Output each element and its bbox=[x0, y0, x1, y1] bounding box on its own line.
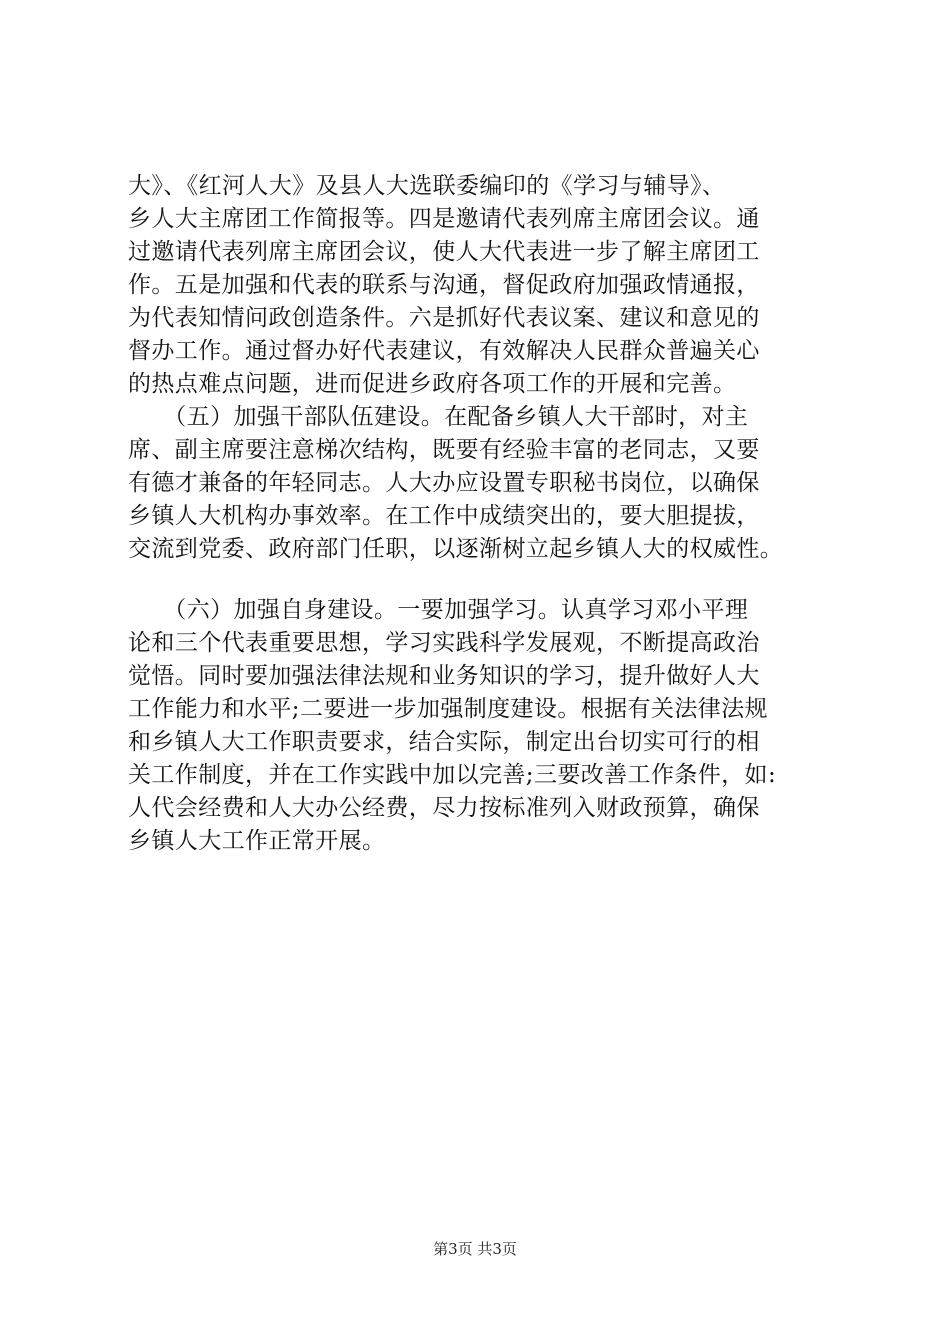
text-line: 大》、《红河人大》及县人大选联委编印的《学习与辅导》、 bbox=[128, 173, 726, 199]
text-line: 交流到党委、政府部门任职，以逐渐树立起乡镇人大的权威性。 bbox=[128, 536, 784, 562]
text-line: 觉悟。同时要加强法律法规和业务知识的学习，提升做好人大 bbox=[128, 663, 760, 689]
text-line: 为代表知情问政创造条件。六是抓好代表议案、建议和意见的 bbox=[128, 305, 760, 331]
text-line: 席、副主席要注意梯次结构，既要有经验丰富的老同志，又要 bbox=[128, 437, 760, 463]
text-line: 关工作制度，并在工作实践中加以完善;三要改善工作条件，如: bbox=[128, 762, 777, 788]
text-line: 和乡镇人大工作职责要求，结合实际，制定出台切实可行的相 bbox=[128, 729, 760, 755]
text-line: 人代会经费和人大办公经费，尽力按标准列入财政预算，确保 bbox=[128, 795, 760, 821]
text-line: 过邀请代表列席主席团会议，使人大代表进一步了解主席团工 bbox=[128, 239, 760, 265]
text-line: （六）加强自身建设。一要加强学习。认真学习邓小平理 bbox=[128, 597, 749, 623]
page-number: 第3页 共3页 bbox=[433, 1240, 517, 1258]
text-line: 论和三个代表重要思想，学习实践科学发展观，不断提高政治 bbox=[128, 630, 760, 656]
text-line: 乡人大主席团工作简报等。四是邀请代表列席主席团会议。通 bbox=[128, 206, 760, 232]
text-line: 的热点难点问题，进而促进乡政府各项工作的开展和完善。 bbox=[128, 371, 737, 397]
text-line: 工作能力和水平;二要进一步加强制度建设。根据有关法律法规 bbox=[128, 696, 768, 722]
text-line: （五）加强干部队伍建设。在配备乡镇人大干部时，对主 bbox=[128, 404, 749, 430]
text-line: 有德才兼备的年轻同志。人大办应设置专职秘书岗位，以确保 bbox=[128, 470, 760, 496]
text-line: 作。五是加强和代表的联系与沟通，督促政府加强政情通报， bbox=[128, 272, 760, 298]
paragraph-gap bbox=[128, 566, 850, 594]
text-line: 督办工作。通过督办好代表建议，有效解决人民群众普遍关心 bbox=[128, 338, 760, 364]
document-body bbox=[128, 170, 850, 858]
text-line: 乡镇人大机构办事效率。在工作中成绩突出的，要大胆提拔， bbox=[128, 503, 760, 529]
text-line: 乡镇人大工作正常开展。 bbox=[128, 828, 386, 854]
